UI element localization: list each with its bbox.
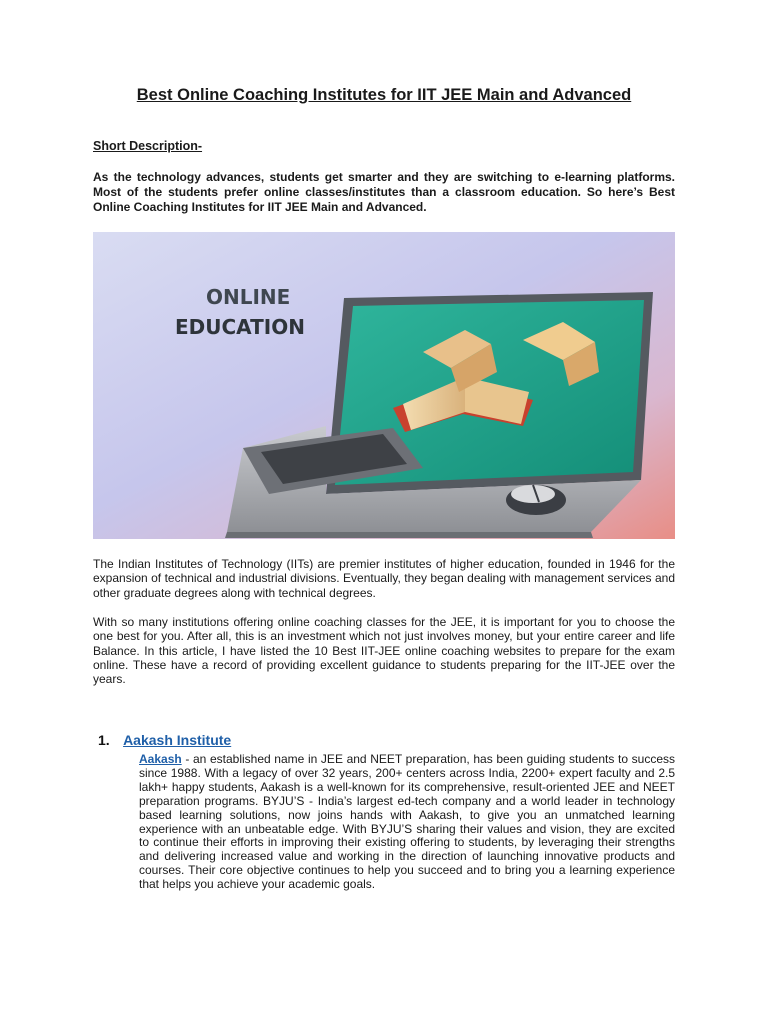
hero-text-education: EDUCATION [175, 315, 305, 339]
short-description-heading: Short Description- [93, 139, 203, 153]
online-education-illustration [93, 232, 675, 539]
list-item-description [139, 753, 675, 892]
laptop-book-illustration [93, 232, 675, 539]
article-paragraph: With so many institutions offering online coaching classes for the JEE, it is important for you to choose the one best for you. After all, this is an investment which not just involves money, but your entire career and life Balance. In this article, I have listed the 10 Best IIT-JEE online coaching websites to prepare for the exam online. These have a record of providing excellent guidance to students preparing for the IIT-JEE over the years. [93, 615, 675, 687]
list-item-body-text: - an established name in JEE and NEET preparation, has been guiding students to success since 1988. With a legacy of over 32 years, 200+ centers across India, 2200+ expert faculty and 2.5 lakh+ happy students, Aakash is a well-known for its comprehensive, result-oriented JEE and NEET preparation programs. BYJU’S - India’s largest ed-tech company and a world leader in technology based learning solutions, now joins hands with Aakash, to give you an unmatched learning experience with an unbeatable edge. With BYJU’S sharing their values and vision, they are excited to continue their efforts in improving their existing offering to students, by leveraging their strengths and delivering increased value and working in the direction of launching innovative products and courses. Their core objective continues to help you succeed and to bring you a learning experience that helps you achieve your academic goals. [139, 752, 675, 892]
list-item [98, 732, 231, 748]
list-item-number: 1. [98, 732, 110, 748]
aakash-link[interactable]: Aakash [139, 752, 182, 766]
hero-text-online: ONLINE [206, 285, 291, 309]
page-title: Best Online Coaching Institutes for IIT JEE Main and Advanced [136, 86, 632, 104]
intro-paragraph: The Indian Institutes of Technology (IITs) are premier institutes of higher education, founded in 1946 for the expansion of technical and industrial divisions. Eventually, they began dealing with management services and other graduate degrees along with technical degrees. [93, 557, 675, 600]
aakash-institute-link[interactable]: Aakash Institute [123, 732, 232, 748]
mouse-icon [506, 485, 566, 515]
short-description-text: As the technology advances, students get smarter and they are switching to e-learning platforms. Most of the students prefer online classes/institutes than a classroom education. So here’s Best Online Coaching Institutes for IIT JEE Main and Advanced. [93, 170, 675, 214]
